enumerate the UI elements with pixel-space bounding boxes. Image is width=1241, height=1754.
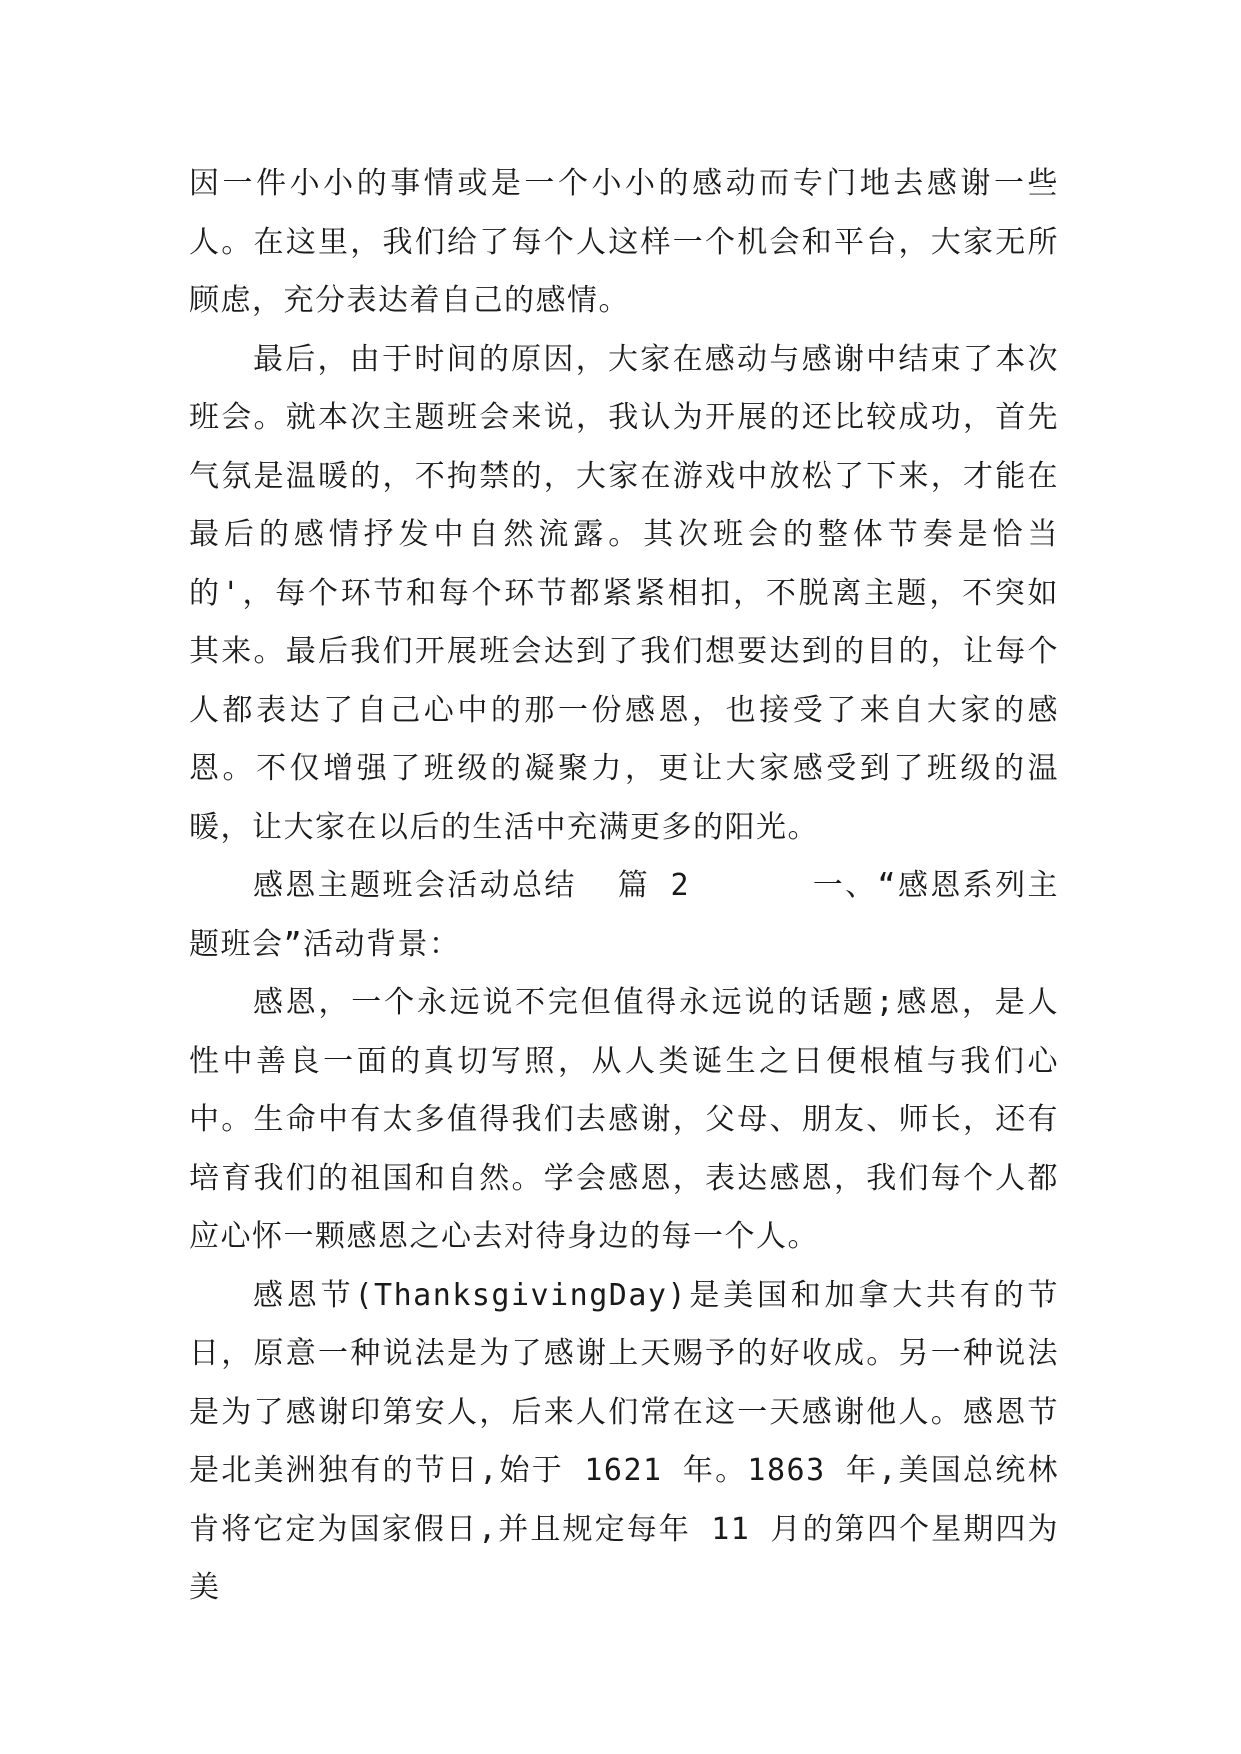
paragraph-5: 感恩节(ThanksgivingDay)是美国和加拿大共有的节日，原意一种说法是为了感谢上天赐予的好收成。另一种说法是为了感谢印第安人，后来人们常在这一天感谢他人。感恩节是北美洲独有的节日,始于 1621 年。1863 年,美国总统林肯将它定为国家假日,并且规定每年 11 月的第四个星期四为美 <box>189 1277 1059 1605</box>
paragraph-2: 最后，由于时间的原因，大家在感动与感谢中结束了本次班会。就本次主题班会来说，我认为开展的还比较成功，首先气氛是温暖的，不拘禁的，大家在游戏中放松了下来，才能在最后的感情抒发中自然流露。其次班会的整体节奏是恰当的'，每个环节和每个环节都紧紧相扣，不脱离主题，不突如其来。最后我们开展班会达到了我们想要达到的目的，让每个人都表达了自己心中的那一份感恩，也接受了来自大家的感恩。不仅增强了班级的凝聚力，更让大家感受到了班级的温暖，让大家在以后的生活中充满更多的阳光。 <box>189 341 1059 845</box>
section-heading-paragraph: 感恩主题班会活动总结 篇 2 一、“感恩系列主题班会”活动背景： <box>189 868 1059 962</box>
document-body <box>189 155 1059 1618</box>
paragraph-4: 感恩，一个永远说不完但值得永远说的话题;感恩，是人性中善良一面的真切写照，从人类诞生之日便根植与我们心中。生命中有太多值得我们去感谢，父母、朋友、师长，还有培育我们的祖国和自然。学会感恩，表达感恩，我们每个人都应心怀一颗感恩之心去对待身边的每一个人。 <box>189 985 1059 1254</box>
paragraph-1: 因一件小小的事情或是一个小小的感动而专门地去感谢一些人。在这里，我们给了每个人这样一个机会和平台，大家无所顾虑，充分表达着自己的感情。 <box>189 166 1059 318</box>
